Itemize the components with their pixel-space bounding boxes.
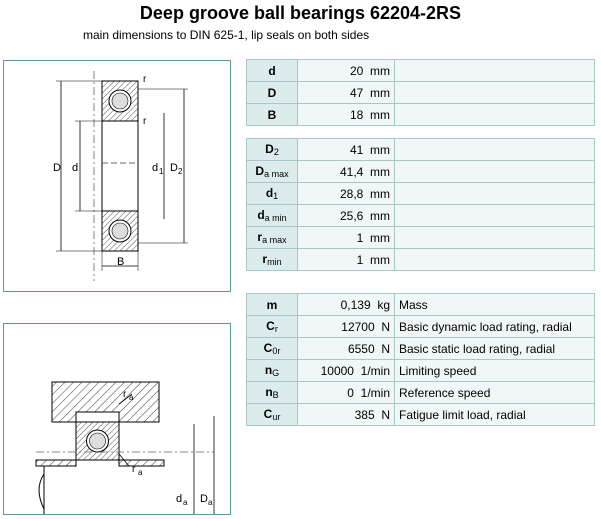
label-Da: D (200, 493, 208, 505)
value-cell (298, 82, 395, 104)
label-r-bottom: r (143, 116, 147, 127)
table-row (247, 404, 595, 426)
description-cell (395, 139, 595, 161)
value-cell (298, 338, 395, 360)
value-text: 41,4 (339, 164, 364, 179)
symbol-subscript: B (272, 390, 279, 400)
symbol-cell (247, 139, 298, 161)
symbol-cell (247, 382, 298, 404)
description-cell (395, 227, 595, 249)
page-subtitle: main dimensions to DIN 625-1, lip seals on both sides (83, 28, 370, 42)
description-cell: Basic static load rating, radial (395, 338, 595, 360)
label-D: D (53, 162, 61, 174)
value-text: 18 (349, 107, 364, 122)
value-text: 0 (347, 385, 354, 400)
label-da-sub: a (183, 498, 188, 507)
table-row (247, 249, 595, 271)
table-row (247, 294, 595, 316)
symbol-text: m (266, 297, 278, 312)
label-d1-sub: 1 (159, 167, 164, 176)
symbol-cell (247, 316, 298, 338)
symbol-subscript: a max (264, 169, 289, 179)
value-text: 41 (349, 142, 364, 157)
table-row (247, 183, 595, 205)
symbol-cell (247, 104, 298, 126)
load-ratings-table (246, 293, 595, 426)
table-row (247, 382, 595, 404)
abutment-dimensions-table (246, 138, 595, 271)
symbol-cell (247, 205, 298, 227)
value-cell (298, 104, 395, 126)
description-cell: Mass (395, 294, 595, 316)
table-row (247, 104, 595, 126)
value-text: 28,8 (339, 186, 364, 201)
value-text: 0,139 (340, 297, 371, 312)
symbol-subscript: G (272, 368, 280, 378)
value-cell (298, 227, 395, 249)
label-d: d (72, 162, 79, 174)
value-cell (298, 294, 395, 316)
symbol-subscript: a max (262, 235, 287, 245)
unit-text: N (381, 407, 390, 422)
description-cell: Limiting speed (395, 360, 595, 382)
unit-text: mm (370, 252, 390, 267)
value-text: 385 (354, 407, 375, 422)
bearing-cross-section-drawing (4, 61, 230, 291)
symbol-text: d (268, 63, 276, 78)
symbol-text: D (265, 142, 274, 156)
symbol-text: r (262, 252, 268, 266)
symbol-subscript: a min (264, 213, 287, 223)
symbol-subscript: min (267, 257, 282, 267)
symbol-text: n (265, 385, 273, 399)
value-cell (298, 139, 395, 161)
symbol-cell (247, 227, 298, 249)
description-cell (395, 161, 595, 183)
unit-text: mm (370, 142, 390, 157)
description-cell (395, 82, 595, 104)
symbol-cell (247, 60, 298, 82)
value-cell (298, 161, 395, 183)
table-row (247, 316, 595, 338)
symbol-text: B (267, 107, 277, 122)
label-D2: D (170, 162, 178, 174)
description-cell: Reference speed (395, 382, 595, 404)
label-ra-bottom-sub: a (138, 468, 143, 477)
table-row (247, 338, 595, 360)
symbol-cell (247, 183, 298, 205)
value-cell (298, 360, 395, 382)
symbol-text: d (265, 186, 274, 200)
value-cell (298, 404, 395, 426)
table-row (247, 82, 595, 104)
symbol-subscript: ur (272, 412, 281, 422)
label-da: d (176, 493, 183, 505)
unit-text: mm (370, 85, 390, 100)
value-cell (298, 382, 395, 404)
mounting-dimensions-drawing (4, 324, 230, 514)
unit-text: mm (370, 208, 390, 223)
symbol-subscript: 0r (272, 346, 281, 356)
description-cell (395, 183, 595, 205)
symbol-text: n (264, 363, 273, 377)
label-Da-sub: a (208, 498, 213, 507)
symbol-text: C (263, 341, 273, 355)
unit-text: N (381, 341, 390, 356)
symbol-cell (247, 404, 298, 426)
description-cell (395, 104, 595, 126)
value-text: 25,6 (339, 208, 364, 223)
main-dimensions-table (246, 59, 595, 126)
description-cell (395, 249, 595, 271)
value-text: 20 (349, 63, 364, 78)
symbol-text: r (257, 230, 263, 244)
value-cell (298, 205, 395, 227)
value-text: 10000 (320, 363, 354, 378)
description-cell (395, 205, 595, 227)
bearing-drawing-panel (3, 60, 231, 292)
symbol-text: C (263, 407, 273, 421)
label-B: B (117, 256, 125, 268)
unit-text: N (381, 319, 390, 334)
value-text: 1 (356, 252, 364, 267)
symbol-text: d (257, 208, 265, 222)
table-row (247, 360, 595, 382)
table-row (247, 227, 595, 249)
symbol-cell (247, 294, 298, 316)
unit-text: kg (377, 297, 390, 312)
description-cell (395, 60, 595, 82)
symbol-cell (247, 82, 298, 104)
label-d1: d (152, 162, 159, 174)
value-cell (298, 183, 395, 205)
value-text: 6550 (347, 341, 375, 356)
symbol-subscript: 1 (273, 191, 279, 201)
table-row (247, 205, 595, 227)
value-cell (298, 249, 395, 271)
symbol-text: D (255, 164, 265, 178)
table-row (247, 60, 595, 82)
unit-text: mm (370, 63, 390, 78)
symbol-text: D (267, 85, 277, 100)
symbol-subscript: 2 (273, 147, 279, 157)
value-cell (298, 60, 395, 82)
symbol-cell (247, 360, 298, 382)
page-title: Deep groove ball bearings 62204-2RS (139, 3, 462, 23)
label-ra-bottom: r (132, 464, 136, 475)
label-ra-top: r (123, 389, 127, 400)
symbol-text: C (266, 319, 275, 333)
unit-text: mm (370, 230, 390, 245)
value-text: 47 (349, 85, 364, 100)
table-row (247, 139, 595, 161)
label-D2-sub: 2 (178, 167, 183, 176)
unit-text: mm (370, 107, 390, 122)
label-r-top: r (143, 74, 147, 85)
value-cell (298, 316, 395, 338)
symbol-cell (247, 338, 298, 360)
mounting-drawing-panel (3, 323, 231, 515)
symbol-cell (247, 249, 298, 271)
label-ra-top-sub: a (129, 393, 134, 402)
symbol-subscript: r (274, 324, 278, 334)
table-row (247, 161, 595, 183)
unit-text: mm (370, 186, 390, 201)
unit-text: mm (370, 164, 390, 179)
symbol-cell (247, 161, 298, 183)
description-cell: Fatigue limit load, radial (395, 404, 595, 426)
value-text: 12700 (341, 319, 375, 334)
unit-text: 1/min (360, 385, 390, 400)
description-cell: Basic dynamic load rating, radial (395, 316, 595, 338)
unit-text: 1/min (360, 363, 390, 378)
value-text: 1 (356, 230, 364, 245)
